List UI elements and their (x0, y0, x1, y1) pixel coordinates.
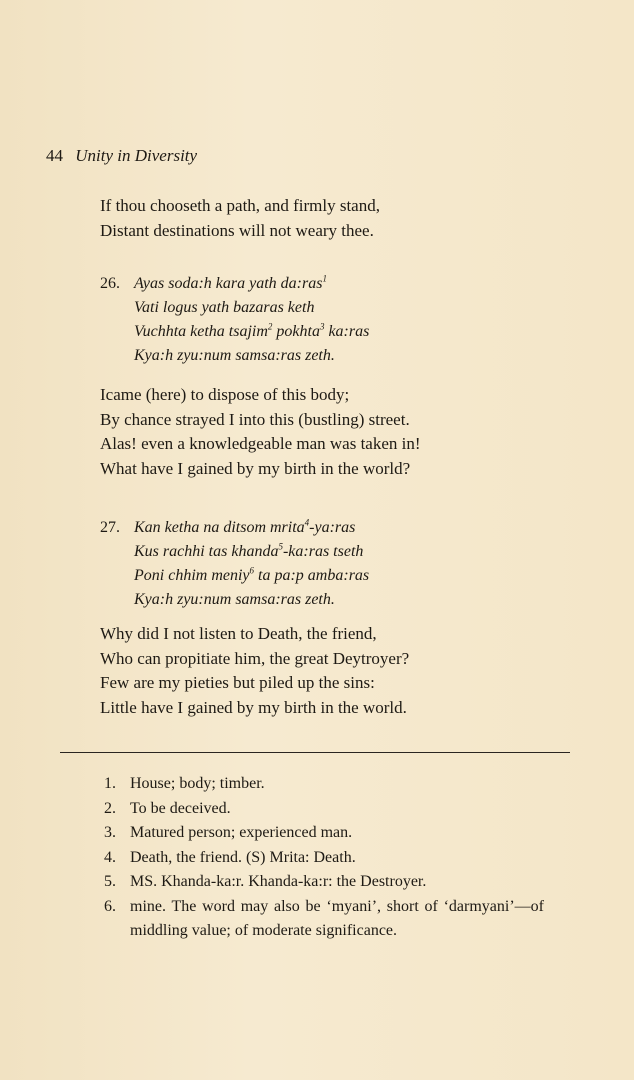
text-line: Distant destinations will not weary thee. (100, 220, 374, 240)
footnote-item: 5. MS. Khanda-ka:r. Khanda-ka:r: the Destroyer. (104, 873, 427, 890)
text-line: Little have I gained by my birth in the world. (100, 697, 407, 717)
verse-line: 26. Ayas soda:h kara yath da:ras$^1$ (100, 272, 520, 296)
footnote-divider (60, 752, 570, 753)
text-line: Who can propitiate him, the great Deytroyer? (100, 648, 410, 668)
text-line: What have I gained by my birth in the world? (100, 458, 411, 478)
text-line: Why did I not listen to Death, the friend, (100, 624, 377, 643)
verse-line: Kus rachhi tas khanda$^5$-ka:ras tseth (134, 541, 364, 560)
footnote-item: 3. Matured person; experienced man. (104, 824, 353, 841)
verse-26 (100, 272, 520, 368)
verse-number: 26. (100, 275, 120, 292)
verse-line: Poni chhim meniy$^6$ ta pa:p amba:ras (134, 565, 370, 584)
text-line: Icame (here) to dispose of this body; (100, 385, 350, 404)
verse-27-translation (100, 622, 520, 720)
verse-line: Kya:h zyu:num samsa:ras zeth. (134, 347, 335, 364)
text-line: Few are my pieties but piled up the sins: (100, 673, 375, 692)
running-title: Unity in Diversity (75, 146, 198, 165)
verse-26-translation (100, 383, 520, 481)
footnote-item: 4. Death, the friend. (S) Mrita: Death. (104, 848, 356, 866)
text-line: Alas! even a knowledgeable man was taken in! (100, 434, 421, 453)
footnotes (104, 772, 544, 944)
text-line: By chance strayed I into this (bustling) street. (100, 409, 410, 429)
footnote-item: 6. mine. The word may also be ‘myani’, short of ‘darmyani’—of middling value; of moderate significance. (104, 897, 544, 939)
verse-27 (100, 516, 520, 612)
verse-line: Vuchhta ketha tsajim$^2$ pokhta$^3$ ka:ras (134, 321, 370, 340)
verse-line: 27. Kan ketha na ditsom mrita$^4$-ya:ras (100, 516, 520, 540)
footnote-item: 2. To be deceived. (104, 799, 231, 817)
verse-line: Kya:h zyu:num samsa:ras zeth. (134, 591, 335, 608)
text-line: If thou chooseth a path, and firmly stand, (100, 196, 380, 215)
page-number: 44 (46, 146, 63, 165)
verse-line: Vati logus yath bazaras keth (134, 299, 315, 316)
intro-couplet (100, 194, 520, 243)
footnote-item: 1. House; body; timber. (104, 775, 265, 792)
running-header (46, 146, 197, 166)
verse-number: 27. (100, 519, 120, 536)
